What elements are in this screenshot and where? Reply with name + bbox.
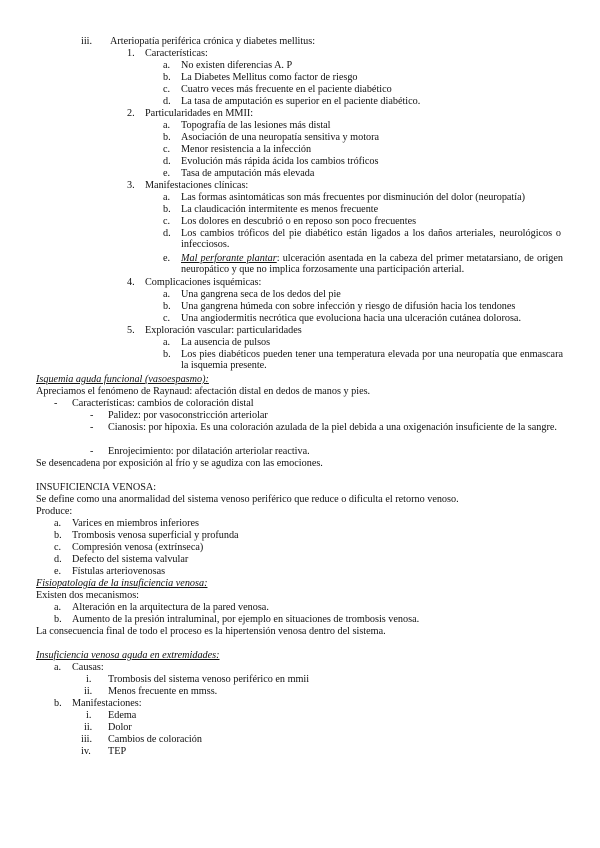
- list-item: Trombosis del sistema venoso periférico en mmii: [108, 674, 310, 685]
- list-item: Los pies diabéticos pueden tener una temperatura elevada por una neuropatía que enmascara la isquemia presente.: [181, 349, 563, 372]
- list-number: 3.: [127, 180, 135, 191]
- list-item: Cuatro veces más frecuente en el paciente diabético: [181, 84, 392, 95]
- dash-marker: -: [90, 422, 94, 433]
- list-item: Tasa de amputación más elevada: [181, 168, 315, 179]
- roman-marker: iii.: [81, 36, 93, 47]
- paragraph: Existen dos mecanismos:: [36, 590, 139, 601]
- list-item: Enrojecimiento: por dilatación arteriolar reactiva.: [108, 446, 310, 457]
- list-item: Menor resistencia a la infección: [181, 144, 312, 155]
- list-item: La ausencia de pulsos: [181, 337, 271, 348]
- list-marker: e.: [163, 168, 171, 179]
- section-heading: Fisiopatología de la insuficiencia venosa:: [36, 578, 208, 589]
- subsection-title: Complicaciones isquémicas:: [145, 277, 262, 288]
- list-marker: a.: [163, 192, 171, 203]
- list-item: Evolución más rápida ácida los cambios tróficos: [181, 156, 379, 167]
- subsection-title: Características:: [145, 48, 208, 59]
- list-item: Trombosis venosa superficial y profunda: [72, 530, 239, 541]
- list-item: Cambios de coloración: [108, 734, 202, 745]
- subsection-title: Manifestaciones clínicas:: [145, 180, 249, 191]
- list-item: La claudicación intermitente es menos frecuente: [181, 204, 379, 215]
- list-item: Dolor: [108, 722, 132, 733]
- list-marker: d.: [54, 554, 62, 565]
- list-item: Los dolores en descubrió o en reposo son poco frecuentes: [181, 216, 417, 227]
- roman-marker: iv.: [81, 746, 91, 757]
- list-marker: d.: [163, 156, 171, 167]
- list-item: Fístulas arteriovenosas: [72, 566, 166, 577]
- list-marker: b.: [163, 301, 171, 312]
- list-item: Aumento de la presión intraluminal, por ejemplo en situaciones de trombosis venosa.: [72, 614, 420, 625]
- list-marker: d.: [163, 228, 171, 239]
- section-heading: Isquemia aguda funcional (vasoespasmo):: [36, 374, 209, 385]
- list-item: Manifestaciones:: [72, 698, 142, 709]
- list-marker: c.: [163, 313, 171, 324]
- list-marker: a.: [54, 602, 62, 613]
- list-number: 1.: [127, 48, 135, 59]
- list-item: Una gangrena seca de los dedos del pie: [181, 289, 341, 300]
- list-item: Los cambios tróficos del pie diabético están ligados a los daños arteriales, neurológicos o infecciosos.: [181, 228, 561, 251]
- roman-marker: ii.: [84, 722, 93, 733]
- list-number: 4.: [127, 277, 135, 288]
- list-marker: b.: [54, 614, 62, 625]
- subsection-title: Particularidades en MMII:: [145, 108, 254, 119]
- list-marker: b.: [54, 530, 62, 541]
- roman-marker: iii.: [81, 734, 93, 745]
- list-item: [181, 253, 563, 276]
- list-item: La tasa de amputación es superior en el paciente diabético.: [181, 96, 421, 107]
- list-item: Topografía de las lesiones más distal: [181, 120, 331, 131]
- paragraph: Apreciamos el fenómeno de Raynaud: afectación distal en dedos de manos y pies.: [36, 386, 371, 397]
- section-title: Arteriopatía periférica crónica y diabetes mellitus:: [110, 36, 316, 47]
- list-item: Alteración en la arquitectura de la pared venosa.: [72, 602, 269, 613]
- subsection-title: Exploración vascular: particularidades: [145, 325, 302, 336]
- paragraph: Se desencadena por exposición al frío y se agudiza con las emociones.: [36, 458, 323, 469]
- paragraph: Se define como una anormalidad del sistema venoso periférico que reduce o dificulta el retorno venoso.: [36, 494, 459, 505]
- list-marker: e.: [163, 253, 171, 264]
- list-item: La Diabetes Mellitus como factor de riesgo: [181, 72, 358, 83]
- list-item: Cianosis: por hipoxia. Es una coloración azulada de la piel debida a una oxigenación insuficiente de la sangre.: [108, 422, 557, 433]
- list-marker: c.: [163, 144, 171, 155]
- dash-marker: -: [90, 410, 94, 421]
- list-marker: c.: [54, 542, 62, 553]
- list-marker: a.: [54, 662, 62, 673]
- paragraph: Produce:: [36, 506, 73, 517]
- list-marker: b.: [163, 349, 171, 360]
- list-item: TEP: [108, 746, 127, 757]
- list-item: Palidez: por vasoconstricción arteriolar: [108, 410, 268, 421]
- list-number: 5.: [127, 325, 135, 336]
- list-item: Las formas asintomáticas son más frecuentes por disminución del dolor (neuropatía): [181, 192, 526, 203]
- roman-marker: ii.: [84, 686, 93, 697]
- section-heading: INSUFICIENCIA VENOSA:: [36, 482, 157, 493]
- list-item: Asociación de una neuropatía sensitiva y motora: [181, 132, 380, 143]
- list-item: Compresión venosa (extrínseca): [72, 542, 204, 553]
- list-item: Edema: [108, 710, 137, 721]
- roman-marker: i.: [86, 674, 92, 685]
- section-heading: Insuficiencia venosa aguda en extremidades:: [36, 650, 220, 661]
- dash-marker: -: [90, 446, 94, 457]
- list-marker: a.: [54, 518, 62, 529]
- list-item: No existen diferencias A. P: [181, 60, 293, 71]
- list-item: Causas:: [72, 662, 104, 673]
- list-item: Defecto del sistema valvular: [72, 554, 189, 565]
- list-marker: a.: [163, 289, 171, 300]
- roman-marker: i.: [86, 710, 92, 721]
- list-number: 2.: [127, 108, 135, 119]
- list-marker: a.: [163, 120, 171, 131]
- term-definition: : ulceración asentada en la cabeza del primer metatarsiano, de origen neuropático y que no implica forzosamente una participación arterial.: [181, 253, 564, 276]
- list-item: Varices en miembros inferiores: [72, 518, 200, 529]
- list-marker: a.: [163, 337, 171, 348]
- list-item: Una angiodermitis necrótica que evoluciona hacia una ulceración cutánea dolorosa.: [181, 313, 522, 324]
- list-item: Menos frecuente en mmss.: [108, 686, 218, 697]
- list-marker: b.: [54, 698, 62, 709]
- dash-marker: -: [54, 398, 58, 409]
- list-marker: c.: [163, 216, 171, 227]
- list-marker: b.: [163, 132, 171, 143]
- list-marker: a.: [163, 60, 171, 71]
- list-marker: c.: [163, 84, 171, 95]
- list-item: Características: cambios de coloración distal: [72, 398, 254, 409]
- list-item: Una gangrena húmeda con sobre infección y riesgo de difusión hacia los tendones: [181, 301, 516, 312]
- paragraph: La consecuencia final de todo el proceso es la hipertensión venosa dentro del sistema.: [36, 626, 386, 637]
- list-marker: b.: [163, 72, 171, 83]
- emphasized-term: Mal perforante plantar: [181, 253, 277, 264]
- list-marker: d.: [163, 96, 171, 107]
- list-marker: e.: [54, 566, 62, 577]
- list-marker: b.: [163, 204, 171, 215]
